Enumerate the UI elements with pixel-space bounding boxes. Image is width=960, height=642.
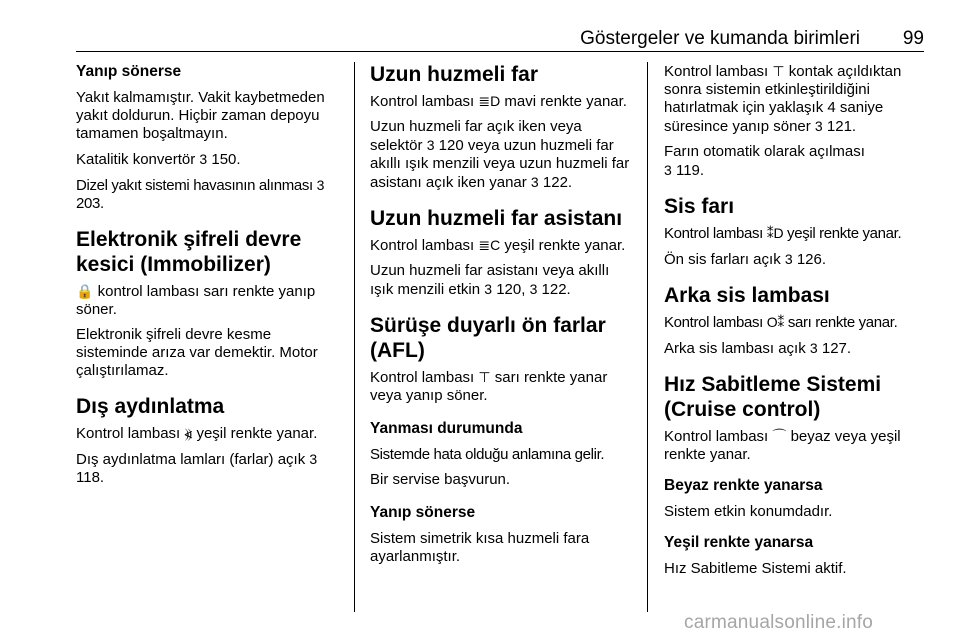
heading-arka-sis: Arka sis lambası xyxy=(664,284,830,307)
heading-hiz-sabitleme: Hız Sabitleme Sistemi (Cruise control) xyxy=(664,373,882,421)
high-beam-icon: ≣D xyxy=(478,93,501,109)
cross-reference-icon: 3 xyxy=(199,151,208,167)
cross-reference-icon: 3 xyxy=(814,118,823,134)
afl-icon: ⊤ xyxy=(478,369,491,385)
high-beam-assist-icon: ≣C xyxy=(478,237,501,253)
cross-reference-icon: 3 xyxy=(784,251,793,267)
heading-yanip-sonerse: Yanıp sönerse xyxy=(76,63,182,80)
paragraph-immobilizer-lamp: 🔒 kontrol lambası sarı renkte yanıp söner. xyxy=(76,283,316,318)
paragraph-afl-lamp: Kontrol lambası ⊤ sarı renkte yanar veya yanıp söner. xyxy=(370,369,608,404)
cross-reference-icon: 3 xyxy=(309,451,318,467)
paragraph-afl-reminder: Kontrol lambası ⊤ kontak açıldıktan sonra sistemin etkinleştirildiğini hatırlatmak için yaklaşık 4 saniye süresince yanıp söner 3 121. xyxy=(664,63,902,135)
heading-afl: Sürüşe duyarlı ön farlar (AFL) xyxy=(370,314,606,362)
paragraph-fog-on: Ön sis farları açık 3 126. xyxy=(664,251,827,268)
paragraph-immobilizer-fault: Elektronik şifreli devre kesme sisteminde arıza var demektir. Motor çalıştırılamaz. xyxy=(76,326,318,379)
cross-reference-icon: 3 xyxy=(809,340,818,356)
watermark: carmanualsonline.info xyxy=(684,612,874,633)
page-reference-link[interactable]: 126. xyxy=(796,251,827,268)
column-divider-1 xyxy=(354,62,355,612)
cross-reference-icon: 3 xyxy=(484,281,493,297)
heading-uzun-huzmeli: Uzun huzmeli far xyxy=(370,63,539,86)
paragraph-dizel: Dizel yakıt sistemi havasının alınması 3 203. xyxy=(76,177,325,212)
paragraph-exterior-lamp: Kontrol lambası ⦖ yeşil renkte yanar. xyxy=(76,425,318,442)
heading-immobilizer: Elektronik şifreli devre kesici (Immobilizer) xyxy=(76,228,302,276)
cross-reference-icon: 3 xyxy=(426,137,435,153)
paragraph-cruise-white: Sistem etkin konumdadır. xyxy=(664,503,833,520)
page-reference-link[interactable]: 119. xyxy=(675,162,705,179)
cruise-control-icon: ⌒ xyxy=(772,428,787,444)
paragraph-auto-light: Farın otomatik olarak açılması 3 119. xyxy=(664,143,865,179)
page-reference-link[interactable]: 118. xyxy=(76,469,105,486)
paragraph-rear-fog-on: Arka sis lambası açık 3 127. xyxy=(664,340,852,357)
cross-reference-icon: 3 xyxy=(529,281,538,297)
page-number: 99 xyxy=(902,28,924,49)
rear-fog-icon: O⁑ xyxy=(766,314,784,330)
paragraph-yakit: Yakıt kalmamıştır. Vakit kaybetmeden yakıt doldurun. Hiçbir zaman depoyu tamamen boşaltmayın. xyxy=(76,89,325,142)
cross-reference-icon: 3 xyxy=(530,174,539,190)
paragraph-high-beam-lamp: Kontrol lambası ≣D mavi renkte yanar. xyxy=(370,93,627,110)
exterior-light-icon: ⦖ xyxy=(184,425,193,441)
afl-icon: ⊤ xyxy=(772,63,785,79)
paragraph-rear-fog-lamp: Kontrol lambası O⁑ sarı renkte yanar. xyxy=(664,314,898,331)
heading-asistan: Uzun huzmeli far asistanı xyxy=(370,207,623,230)
cross-reference-icon: 3 xyxy=(316,177,325,193)
paragraph-afl-fault: Sistemde hata olduğu anlamına gelir. xyxy=(370,446,605,463)
front-fog-icon: ⁑D xyxy=(766,225,784,241)
header-title: Göstergeler ve kumanda birimleri xyxy=(580,28,860,49)
heading-dis-aydinlatma: Dış aydınlatma xyxy=(76,395,225,418)
paragraph-assist-lamp: Kontrol lambası ≣C yeşil renkte yanar. xyxy=(370,237,626,254)
cross-reference-icon: 3 xyxy=(664,162,672,178)
page-reference-link[interactable]: 127. xyxy=(821,340,852,357)
column-1 xyxy=(76,62,338,494)
paragraph-afl-service: Bir servise başvurun. xyxy=(370,471,511,488)
paragraph-fog-lamp: Kontrol lambası ⁑D yeşil renkte yanar. xyxy=(664,225,902,242)
paragraph-cruise-green: Hız Sabitleme Sistemi aktif. xyxy=(664,560,847,577)
page-reference-link[interactable]: 121. xyxy=(826,118,857,135)
page-reference-link[interactable]: 122. xyxy=(542,174,573,191)
heading-afl-yanip: Yanıp sönerse xyxy=(370,504,476,521)
page-reference-link[interactable]: 150. xyxy=(211,151,241,168)
page-reference-link[interactable]: 203. xyxy=(76,195,104,212)
column-2 xyxy=(370,62,632,573)
page-reference-link[interactable]: 120, xyxy=(496,281,526,298)
column-divider-2 xyxy=(647,62,648,612)
immobilizer-icon: 🔒 xyxy=(76,283,94,299)
page-reference-link[interactable]: 122. xyxy=(541,281,571,298)
paragraph-katalitik: Katalitik konvertör 3 150. xyxy=(76,151,241,168)
heading-beyaz: Beyaz renkte yanarsa xyxy=(664,477,823,494)
paragraph-exterior-on: Dış aydınlatma lamları (farlar) açık 3 118. xyxy=(76,451,318,486)
paragraph-high-beam-on: Uzun huzmeli far açık iken veya selektör 3 120 veya uzun huzmeli far akıllı ışık menzili veya uzun huzmeli far asistanı açık iken yanar 3 122. xyxy=(370,118,630,191)
page-header xyxy=(76,28,924,50)
heading-yanmasi: Yanması durumunda xyxy=(370,420,523,437)
heading-sis-fari: Sis farı xyxy=(664,195,735,218)
paragraph-afl-symmetric: Sistem simetrik kısa huzmeli fara ayarlanmıştır. xyxy=(370,530,590,565)
paragraph-cruise-lamp: Kontrol lambası ⌒ beyaz veya yeşil renkte yanar. xyxy=(664,428,901,463)
paragraph-assist-active: Uzun huzmeli far asistanı veya akıllı ışık menzili etkin 3 120, 3 122. xyxy=(370,262,610,298)
header-rule xyxy=(76,51,924,52)
heading-yesil: Yeşil renkte yanarsa xyxy=(664,534,814,551)
column-3 xyxy=(664,62,926,585)
